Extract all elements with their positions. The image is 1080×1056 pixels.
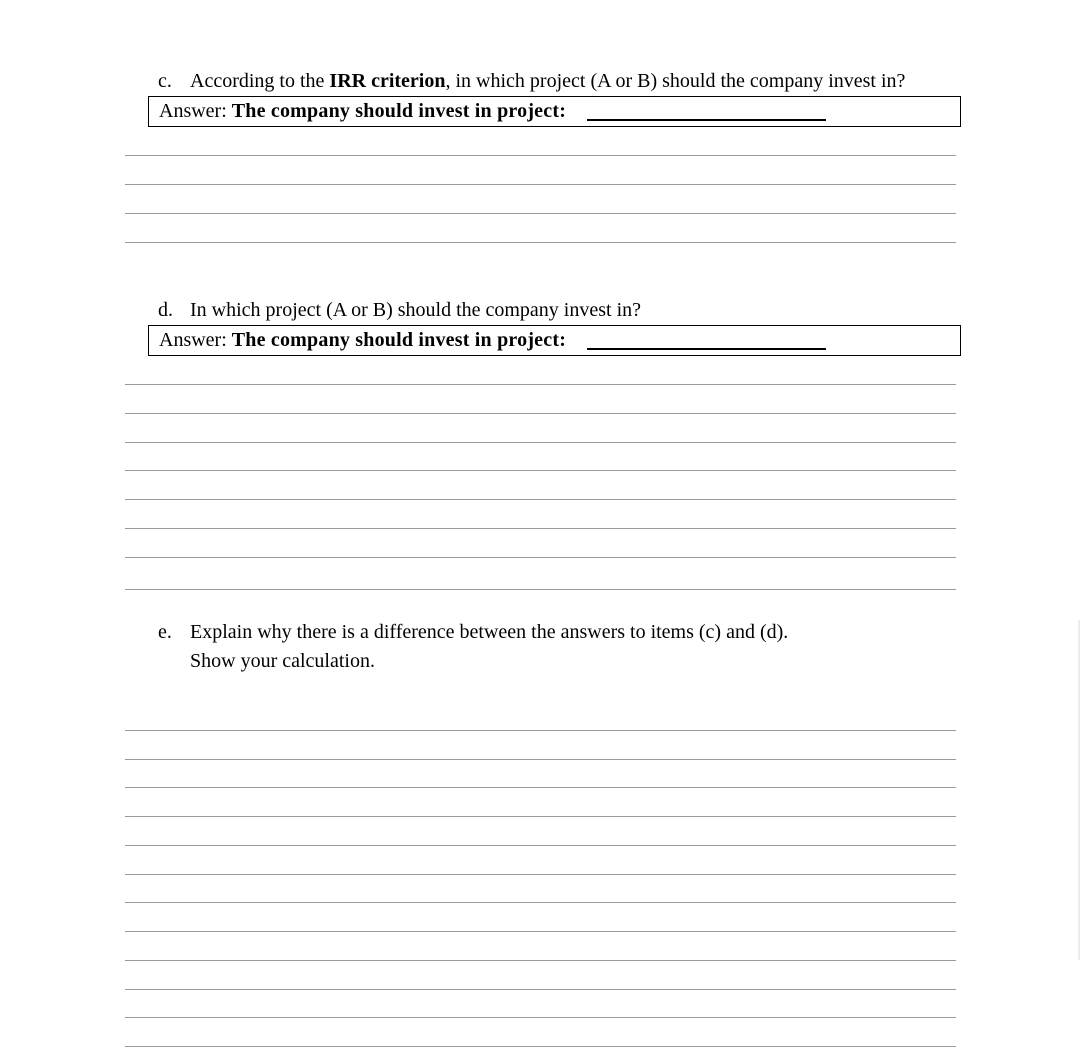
answer-d-blank[interactable] [587,348,826,350]
question-d-label: d. [158,299,173,321]
writing-line[interactable] [125,213,956,214]
question-e-line2: Show your calculation. [190,650,375,672]
writing-line[interactable] [125,413,956,414]
question-c-text-after: , in which project (A or B) should the company invest in? [445,70,906,92]
question-c [158,69,905,93]
writing-line[interactable] [125,902,956,903]
question-d [158,298,641,322]
question-e-line1: Explain why there is a difference between the answers to items (c) and (d). [190,621,789,643]
question-c-text-bold: IRR criterion [329,70,446,92]
question-e [158,620,788,644]
writing-line[interactable] [125,960,956,961]
writing-line[interactable] [125,384,956,385]
answer-c-bold: The company should invest in project: [231,100,567,122]
question-c-label: c. [158,70,172,92]
answer-c-blank[interactable] [587,119,826,121]
writing-line[interactable] [125,499,956,500]
answer-d-bold: The company should invest in project: [231,329,567,351]
writing-line[interactable] [125,589,956,590]
writing-line[interactable] [125,1017,956,1018]
writing-line[interactable] [125,816,956,817]
question-d-text: In which project (A or B) should the company invest in? [190,299,642,321]
answer-c-prefix: Answer: [159,100,232,122]
writing-line[interactable] [125,557,956,558]
writing-line[interactable] [125,845,956,846]
writing-line[interactable] [125,730,956,731]
writing-line[interactable] [125,989,956,990]
question-c-text-before: According to the [190,70,330,92]
writing-line[interactable] [125,1046,956,1047]
writing-line[interactable] [125,931,956,932]
writing-line[interactable] [125,874,956,875]
writing-line[interactable] [125,184,956,185]
answer-box-d [148,325,961,356]
answer-d-prefix: Answer: [159,329,232,351]
writing-line[interactable] [125,442,956,443]
writing-line[interactable] [125,155,956,156]
writing-line[interactable] [125,759,956,760]
writing-line[interactable] [125,470,956,471]
writing-line[interactable] [125,242,956,243]
answer-box-c [148,96,961,127]
writing-line[interactable] [125,787,956,788]
question-e-label: e. [158,621,172,643]
writing-line[interactable] [125,528,956,529]
